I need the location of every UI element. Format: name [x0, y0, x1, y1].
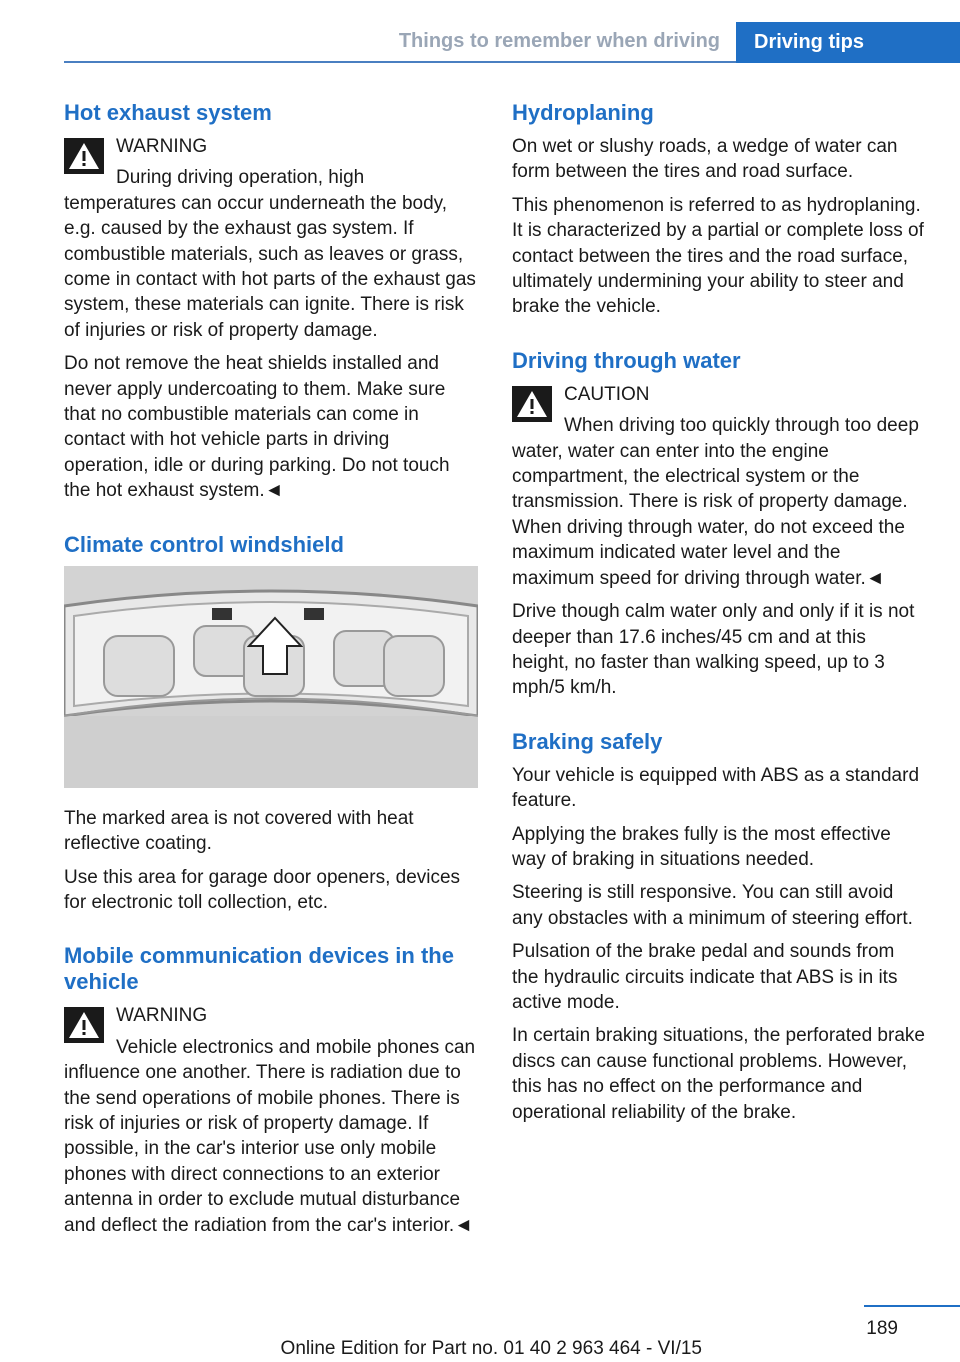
paragraph: Pulsation of the brake pedal and sounds from the hydraulic circuits indicate that ABS is in its active mode. — [512, 941, 898, 1013]
paragraph: Drive though calm water only and only if it is not deeper than 17.6 inches/45 cm and at this height, no faster than walking speed, up to 3 mph/5 km/h. — [512, 601, 915, 699]
footer-rule — [864, 1305, 960, 1307]
header-chapter-tab: Driving tips — [736, 22, 960, 63]
heading-driving-through-water: Driving through water — [512, 347, 741, 373]
windshield-figure — [64, 566, 478, 788]
warning-triangle-icon — [512, 386, 552, 422]
warning-label: WARNING — [116, 136, 208, 157]
right-column — [512, 100, 926, 1133]
caution-text: When driving too quickly through too deep water, water can enter into the engine compartment, the electrical system or the transmission. There is risk of property damage. When driving through water, do not exceed the maximum indicated water level and the maximum speed for driving through water.◄ — [512, 415, 919, 589]
footer-edition: Online Edition for Part no. 01 40 2 963 464 - VI/15 — [280, 1338, 702, 1359]
warning-label: WARNING — [116, 1005, 208, 1027]
paragraph: Your vehicle is equipped with ABS as a standard feature. — [512, 764, 920, 812]
paragraph: Steering is still responsive. You can still avoid any obstacles with a minimum of steering effort. — [512, 882, 913, 929]
windshield-illustration — [64, 566, 478, 788]
left-column — [64, 100, 478, 1246]
warning-triangle-icon — [64, 138, 104, 174]
heading-mobile-devices: Mobile communication devices in the vehicle — [64, 943, 454, 995]
paragraph: Applying the brakes fully is the most effective way of braking in situations needed. — [512, 823, 891, 870]
heading-hydroplaning: Hydroplaning — [512, 100, 654, 125]
warning-block — [64, 1003, 478, 1238]
warning-text: During driving operation, high temperatures can occur underneath the body, e.g. caused by the exhaust gas system. If combustible materials, such as leaves or grass, come in contact with hot parts of the exhaust gas system, these materials can ignite. There is risk of injuries or risk of property damage. — [64, 167, 476, 341]
warning-text: Vehicle electronics and mobile phones can influence one another. There is radiation due to the send operations of mobile phones. There is risk of injuries or risk of property damage. If possible, in the car's interior use only mobile phones with direct connections to an exterior antenna in order to exclude mutual disturbance and deflect the radiation from the car's interior.◄ — [64, 1036, 476, 1236]
warning-triangle-icon — [64, 1007, 104, 1043]
heading-hot-exhaust: Hot exhaust system — [64, 100, 272, 125]
up-arrow-icon — [247, 616, 303, 676]
paragraph: In certain braking situations, the perforated brake discs can cause functional problems. However, this has no effect on the performance and operational reliability of the brake. — [512, 1025, 925, 1123]
paragraph: This phenomenon is referred to as hydroplaning. It is characterized by a partial or complete loss of contact between the tires and the road surface, ultimately undermining your ability to steer and brake the vehicle. — [512, 194, 924, 318]
paragraph: Use this area for garage door openers, devices for electronic toll collection, etc. — [64, 866, 461, 913]
paragraph: The marked area is not covered with heat reflective coating. — [64, 807, 414, 855]
heading-braking-safely: Braking safely — [512, 728, 663, 754]
header-section-title: Things to remember when driving — [398, 30, 720, 52]
heading-climate-windshield: Climate control windshield — [64, 531, 344, 557]
warning-block — [64, 134, 478, 343]
paragraph: Do not remove the heat shields installed and never apply undercoating to them. Make sure that no combustible materials can come in contact with hot vehicle parts in driving operation, idle or during parking. Do not touch the hot exhaust system.◄ — [64, 353, 450, 502]
caution-block — [512, 382, 926, 591]
caution-label: CAUTION — [564, 383, 650, 405]
paragraph: On wet or slushy roads, a wedge of water can form between the tires and road surface. — [512, 136, 898, 183]
page-number: 189 — [866, 1318, 898, 1339]
